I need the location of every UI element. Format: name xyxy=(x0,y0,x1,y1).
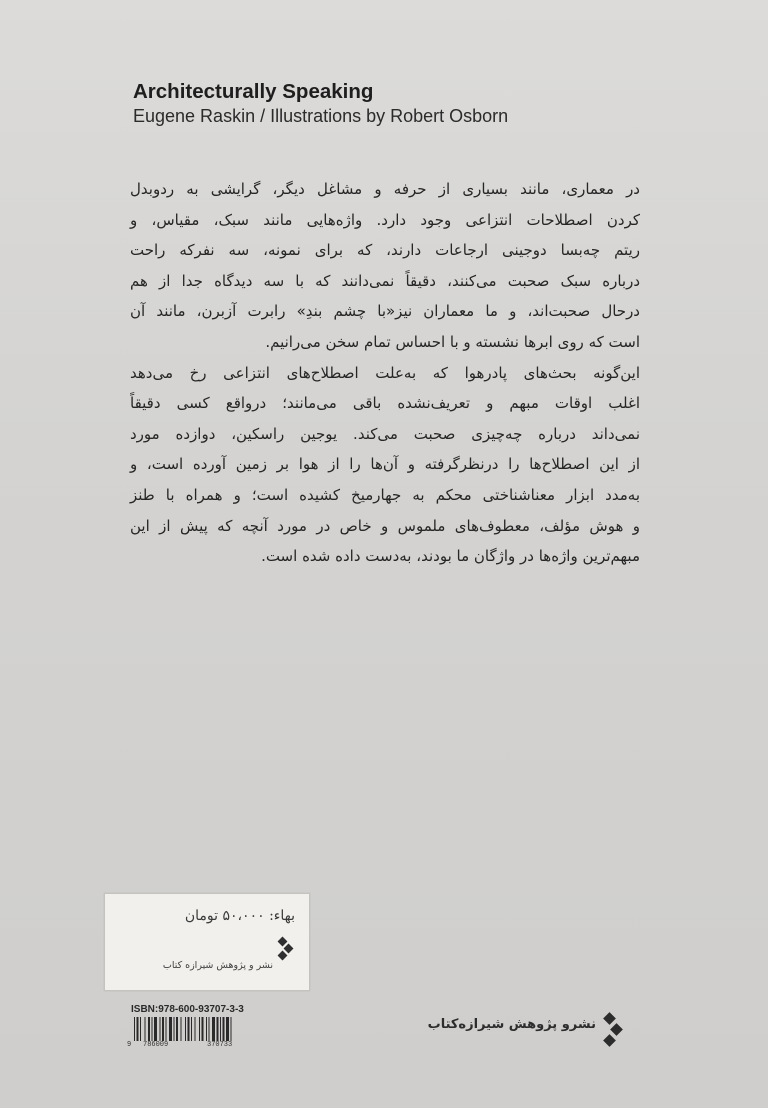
blurb-line: درباره سبک صحبت می‌کنند، دقیقاً نمی‌دانند که با سه دیدگاه جدا از هم xyxy=(130,271,640,290)
barcode-bar xyxy=(220,1017,221,1041)
barcode xyxy=(134,1017,276,1041)
barcode-bar xyxy=(217,1017,219,1041)
sticker-publisher-name: نشر و پژوهش شیرازه کتاب xyxy=(162,960,273,971)
barcode-bar xyxy=(166,1017,167,1041)
book-subtitle: Eugene Raskin / Illustrations by Robert Osborn xyxy=(133,106,509,126)
barcode-bar xyxy=(195,1017,196,1041)
blurb-line: اغلب اوقات مبهم و تعریف‌نشده باقی می‌مانند؛ درواقع کسی دقیقاً xyxy=(130,394,640,413)
barcode-digit-left: 9 xyxy=(127,1041,132,1049)
barcode-bar xyxy=(162,1017,164,1041)
blurb-line: این‌گونه بحث‌های پادرهوا که به‌علت اصطلاح‌های انتزاعی رخ می‌دهد xyxy=(130,363,640,382)
barcode-bar xyxy=(191,1017,192,1041)
publisher-name: نشرو پژوهش شیرازه‌کتاب xyxy=(427,1017,596,1032)
book-title: Architecturally Speaking xyxy=(133,80,374,103)
blurb-line: در معماری، مانند بسیاری از حرفه و مشاغل دیگر، گرایشی به ردوبدل xyxy=(130,180,640,198)
barcode-bar xyxy=(181,1017,182,1041)
barcode-bar xyxy=(176,1017,178,1041)
barcode-bar xyxy=(209,1017,210,1041)
barcode-bar xyxy=(202,1017,204,1041)
barcode-bar xyxy=(154,1017,157,1041)
blurb-line: و هوش مؤلف، معطوف‌های ملموس و خاص در مورد آنچه که پیش از این xyxy=(130,516,640,535)
barcode-bar xyxy=(226,1017,229,1041)
barcode-bar xyxy=(140,1017,141,1041)
blurb-line: به‌مدد ابزار معناشناختی محکم به جهارمیخ کشیده است؛ و همراه با طنز xyxy=(130,485,640,504)
barcode-bar xyxy=(137,1017,139,1041)
blurb-line: نمی‌داند درباره چه‌چیزی صحبت می‌کند. یوجین راسکین، دوازده مورد xyxy=(130,424,640,443)
barcode-bar xyxy=(152,1017,153,1041)
barcode-bar xyxy=(185,1017,186,1041)
barcode-bar xyxy=(174,1017,175,1041)
barcode-bar xyxy=(160,1017,161,1041)
price-label: بهاء: ۵۰،۰۰۰ تومان xyxy=(184,908,295,924)
barcode-bar xyxy=(223,1017,225,1041)
blurb-line: از این اصطلاح‌ها را درنظرگرفته و آن‌ها را از هوا بر زمین آورده است، و xyxy=(130,455,640,474)
publisher-logo-icon xyxy=(277,936,295,962)
blurb-line: کردن اصطلاحات انتزاعی وجود دارد. واژه‌هایی مانند سبک، مقیاس، و xyxy=(130,210,640,229)
barcode-bar xyxy=(169,1017,172,1041)
barcode-bar xyxy=(231,1017,232,1041)
blurb-line: درحال صحبت‌اند، و ما معماران نیز«با چشم بندِ» رابرت آزبرن، مانند آن xyxy=(130,302,640,321)
barcode-bar xyxy=(134,1017,135,1041)
price-sticker xyxy=(104,893,310,991)
blurb-line: مبهم‌ترین واژه‌ها در واژگان ما بودند، به‌دست داده شده است. xyxy=(261,547,640,566)
isbn-label: ISBN:978-600-93707-3-3 xyxy=(131,1004,244,1015)
barcode-bar xyxy=(145,1017,146,1041)
barcode-bar xyxy=(212,1017,215,1041)
barcode-bar xyxy=(206,1017,207,1041)
barcode-bar xyxy=(199,1017,200,1041)
barcode-bar xyxy=(188,1017,190,1041)
blurb-text xyxy=(130,174,640,572)
publisher-logo-icon xyxy=(602,1012,626,1050)
blurb-line: ریتم چه‌بسا دوجینی ارجاعات دارند، که برای نمونه، سه نفرکه راحت xyxy=(130,241,640,260)
barcode-bar xyxy=(148,1017,150,1041)
barcode-digits-right: 370733 xyxy=(207,1041,233,1049)
barcode-digits-mid: 786009 xyxy=(143,1041,169,1049)
blurb-line: است که روی ابرها نشسته و با احساس تمام سخن می‌رانیم. xyxy=(265,332,640,351)
